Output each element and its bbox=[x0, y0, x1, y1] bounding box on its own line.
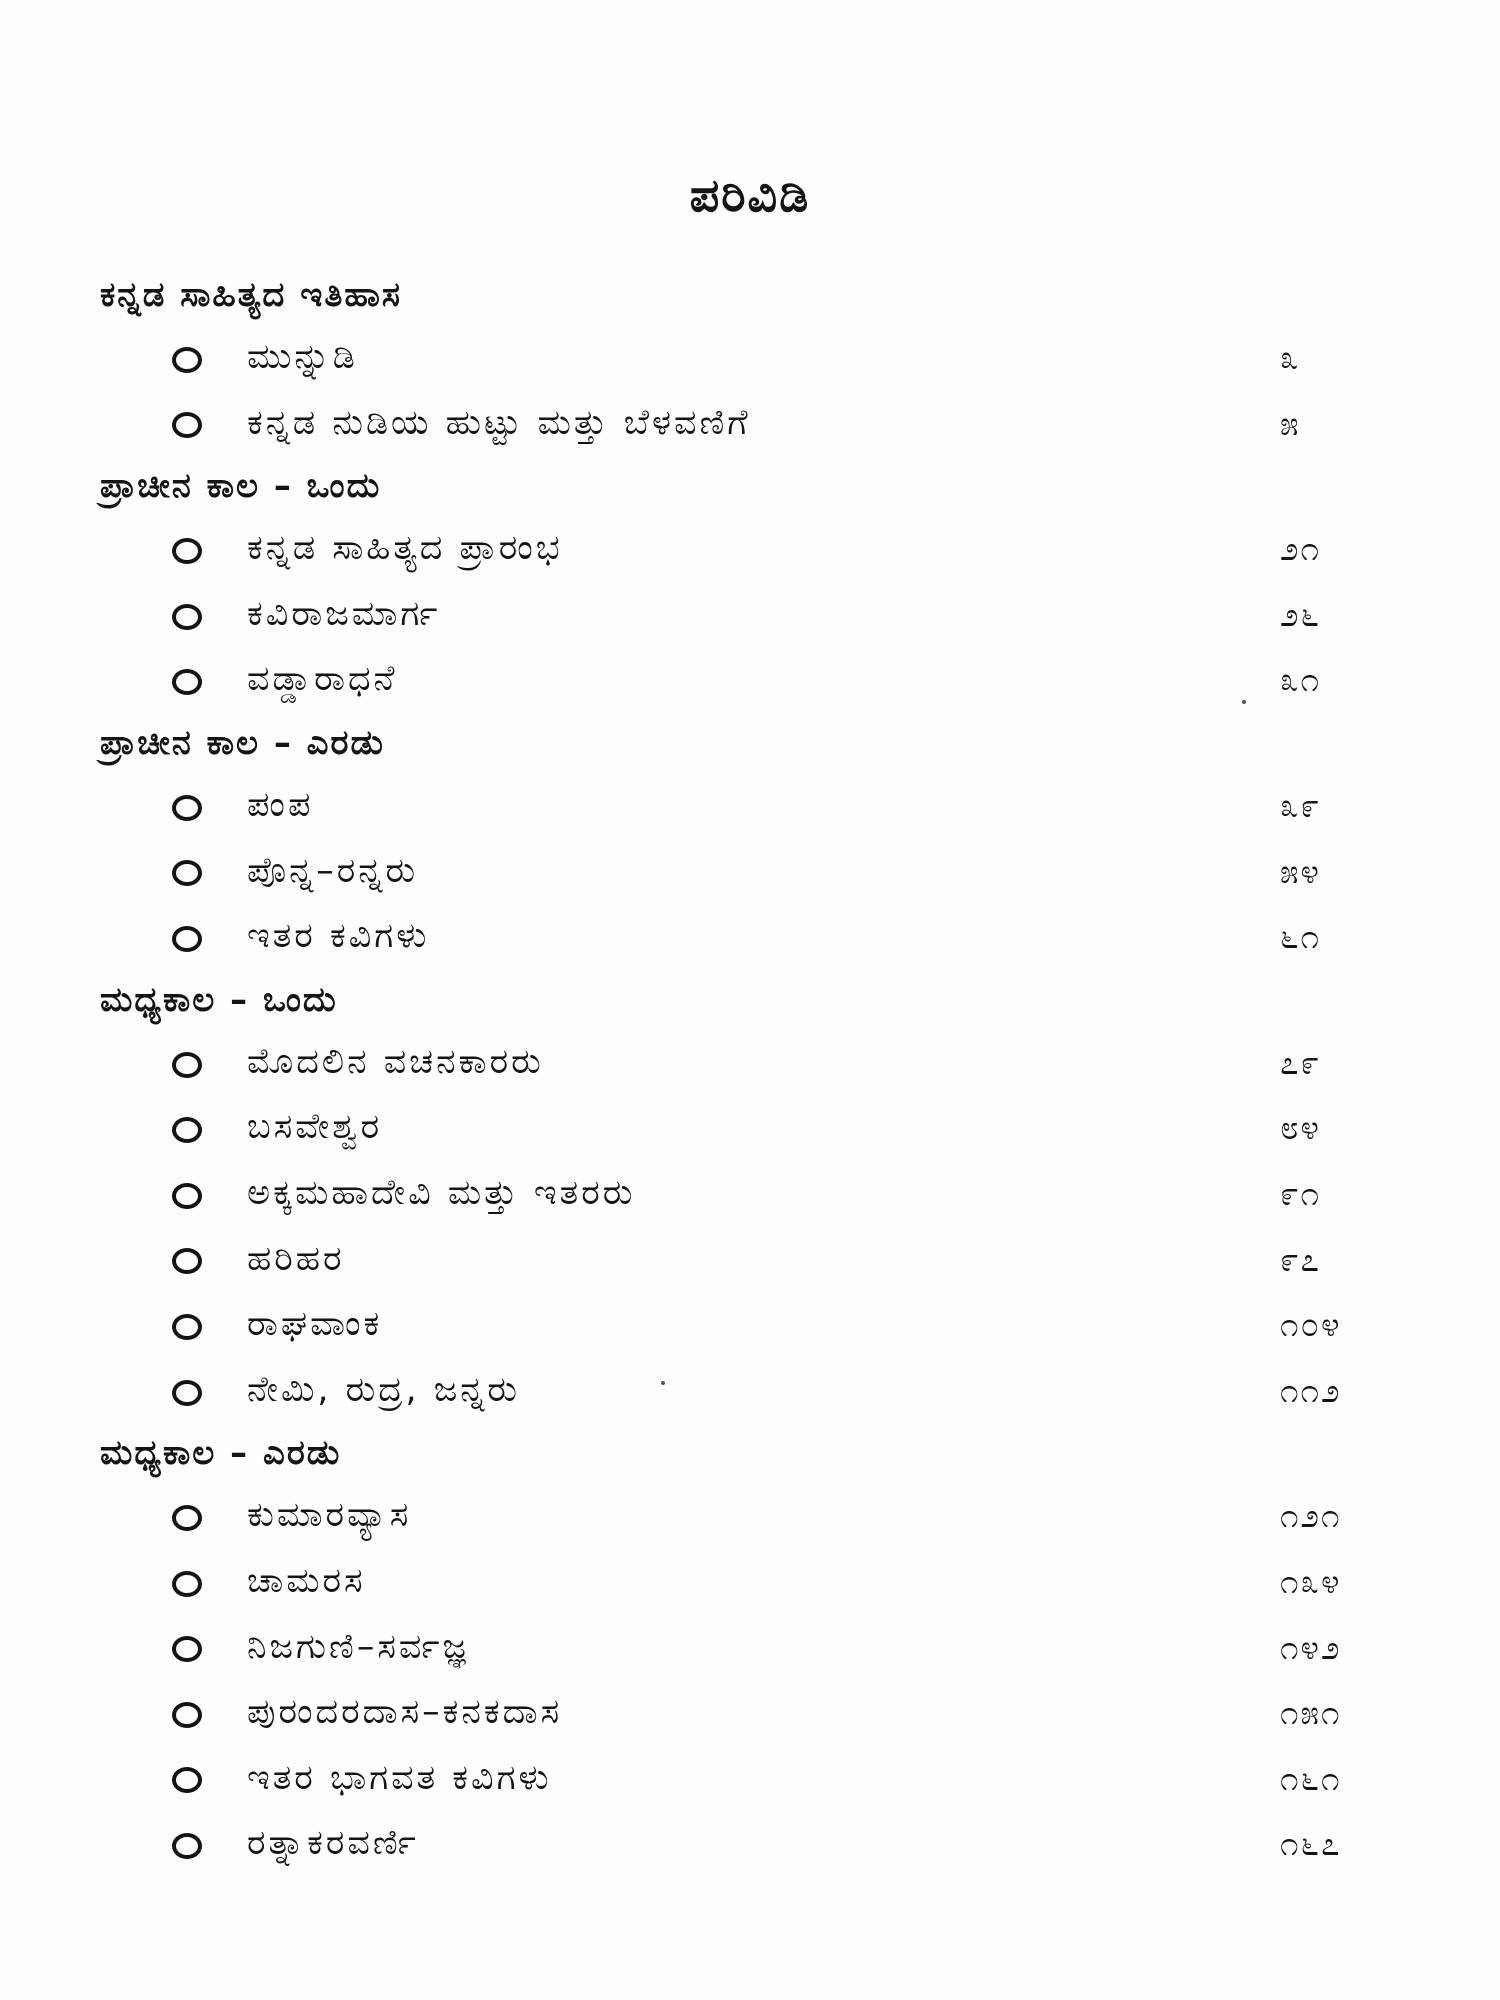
entry-title: ಪಂಪ bbox=[247, 784, 314, 825]
entry-title: ಪೊನ್ನ–ರನ್ನರು bbox=[247, 850, 419, 891]
circle-bullet-icon bbox=[172, 1314, 202, 1340]
entry-title: ಬಸವೇಶ್ವರ bbox=[247, 1107, 383, 1148]
toc-entry bbox=[100, 1292, 1420, 1358]
entry-title: ನಿಜಗುಣಿ–ಸರ್ವಜ್ಞ bbox=[247, 1626, 469, 1667]
toc-entry bbox=[100, 1811, 1420, 1877]
circle-bullet-icon bbox=[172, 1767, 202, 1793]
entry-page-number: ೮೪ bbox=[1280, 1108, 1321, 1148]
entry-page-number: ೧೩೪ bbox=[1280, 1561, 1342, 1601]
paper-speck bbox=[1242, 700, 1246, 704]
circle-bullet-icon bbox=[172, 1052, 202, 1078]
entry-page-number: ೩೧ bbox=[1280, 660, 1321, 700]
section-heading: ಮಧ್ಯಕಾಲ – ಎರಡು bbox=[100, 1433, 342, 1474]
circle-bullet-icon bbox=[172, 1505, 202, 1531]
table-of-contents bbox=[100, 265, 1420, 1877]
toc-entry bbox=[100, 1615, 1420, 1681]
entry-title: ಕವಿರಾಜಮಾರ್ಗ bbox=[247, 593, 441, 634]
entry-page-number: ೩೯ bbox=[1280, 785, 1321, 825]
circle-bullet-icon bbox=[172, 795, 202, 821]
entry-page-number: ೨೧ bbox=[1280, 529, 1321, 569]
entry-title: ರತ್ನಾಕರವರ್ಣಿ bbox=[247, 1823, 419, 1864]
section-heading: ಪ್ರಾಚೀನ ಕಾಲ – ಒಂದು bbox=[100, 466, 382, 507]
entry-title: ರಾಘವಾಂಕ bbox=[247, 1304, 383, 1345]
circle-bullet-icon bbox=[172, 860, 202, 886]
entry-title: ನೇಮಿ, ರುದ್ರ, ಜನ್ನರು bbox=[247, 1369, 521, 1410]
entry-title: ಇತರ ಕವಿಗಳು bbox=[247, 916, 430, 957]
entry-title: ಹರಿಹರ bbox=[247, 1238, 345, 1279]
entry-title: ಕನ್ನಡ ನುಡಿಯ ಹುಟ್ಟು ಮತ್ತು ಬೆಳವಣಿಗೆ bbox=[247, 402, 751, 443]
entry-page-number: ೬೧ bbox=[1280, 917, 1321, 957]
circle-bullet-icon bbox=[172, 1702, 202, 1728]
circle-bullet-icon bbox=[172, 347, 202, 373]
toc-entry bbox=[100, 904, 1420, 970]
entry-page-number: ೫ bbox=[1280, 403, 1301, 443]
entry-page-number: ೧೦೪ bbox=[1280, 1305, 1342, 1345]
circle-bullet-icon bbox=[172, 1636, 202, 1662]
toc-entry bbox=[100, 839, 1420, 905]
toc-section bbox=[100, 265, 1420, 456]
circle-bullet-icon bbox=[172, 1117, 202, 1143]
toc-entry bbox=[100, 582, 1420, 648]
circle-bullet-icon bbox=[172, 926, 202, 952]
entry-page-number: ೭೯ bbox=[1280, 1042, 1321, 1082]
entry-title: ಪುರಂದರದಾಸ–ಕನಕದಾಸ bbox=[247, 1692, 563, 1733]
circle-bullet-icon bbox=[172, 1571, 202, 1597]
toc-entry bbox=[100, 1227, 1420, 1293]
circle-bullet-icon bbox=[172, 1833, 202, 1859]
circle-bullet-icon bbox=[172, 604, 202, 630]
toc-entry bbox=[100, 1680, 1420, 1746]
entry-page-number: ೩ bbox=[1280, 338, 1301, 377]
toc-entry bbox=[100, 647, 1420, 713]
entry-page-number: ೧೬೭ bbox=[1280, 1824, 1342, 1864]
circle-bullet-icon bbox=[172, 538, 202, 564]
entry-title: ಚಾಮರಸ bbox=[247, 1560, 366, 1601]
toc-entry bbox=[100, 325, 1420, 391]
toc-entry bbox=[100, 1483, 1420, 1549]
entry-page-number: ೧೬೧ bbox=[1280, 1758, 1342, 1798]
section-heading: ಮಧ್ಯಕಾಲ – ಒಂದು bbox=[100, 979, 338, 1020]
toc-section bbox=[100, 970, 1420, 1424]
entry-page-number: ೯೭ bbox=[1280, 1239, 1321, 1279]
entry-title: ಇತರ ಭಾಗವತ ಕವಿಗಳು bbox=[247, 1757, 552, 1798]
paper-speck bbox=[661, 1381, 665, 1385]
entry-title: ವಡ್ಡಾರಾಧನೆ bbox=[247, 659, 398, 700]
toc-entry bbox=[100, 516, 1420, 582]
entry-page-number: ೧೫೧ bbox=[1280, 1693, 1342, 1733]
toc-entry bbox=[100, 1549, 1420, 1615]
entry-title: ಕನ್ನಡ ಸಾಹಿತ್ಯದ ಪ್ರಾರಂಭ bbox=[247, 528, 563, 569]
circle-bullet-icon bbox=[172, 1380, 202, 1406]
toc-entry bbox=[100, 1746, 1420, 1812]
toc-entry bbox=[100, 1358, 1420, 1424]
circle-bullet-icon bbox=[172, 669, 202, 695]
page-title: ಪರಿವಿಡಿ bbox=[689, 168, 811, 222]
entry-title: ಮೊದಲಿನ ವಚನಕಾರರು bbox=[247, 1041, 544, 1082]
entry-page-number: ೧೪೨ bbox=[1280, 1627, 1342, 1667]
toc-entry bbox=[100, 391, 1420, 457]
toc-section bbox=[100, 713, 1420, 970]
entry-title: ಮುನ್ನುಡಿ bbox=[247, 337, 358, 377]
entry-page-number: ೧೧೨ bbox=[1280, 1370, 1342, 1410]
entry-page-number: ೫೪ bbox=[1280, 851, 1321, 891]
circle-bullet-icon bbox=[172, 1183, 202, 1209]
entry-page-number: ೧೨೧ bbox=[1280, 1496, 1342, 1536]
toc-section bbox=[100, 1423, 1420, 1877]
toc-entry bbox=[100, 1030, 1420, 1096]
section-heading: ಕನ್ನಡ ಸಾಹಿತ್ಯದ ಇತಿಹಾಸ bbox=[100, 275, 402, 315]
entry-title: ಅಕ್ಕಮಹಾದೇವಿ ಮತ್ತು ಇತರರು bbox=[247, 1172, 636, 1213]
entry-page-number: ೨೬ bbox=[1280, 594, 1321, 634]
section-heading: ಪ್ರಾಚೀನ ಕಾಲ – ಎರಡು bbox=[100, 722, 385, 763]
toc-entry bbox=[100, 773, 1420, 839]
toc-section bbox=[100, 456, 1420, 713]
entry-title: ಕುಮಾರವ್ಯಾಸ bbox=[247, 1495, 412, 1536]
toc-entry bbox=[100, 1095, 1420, 1161]
circle-bullet-icon bbox=[172, 1248, 202, 1274]
circle-bullet-icon bbox=[172, 412, 202, 438]
toc-entry bbox=[100, 1161, 1420, 1227]
entry-page-number: ೯೧ bbox=[1280, 1173, 1321, 1213]
